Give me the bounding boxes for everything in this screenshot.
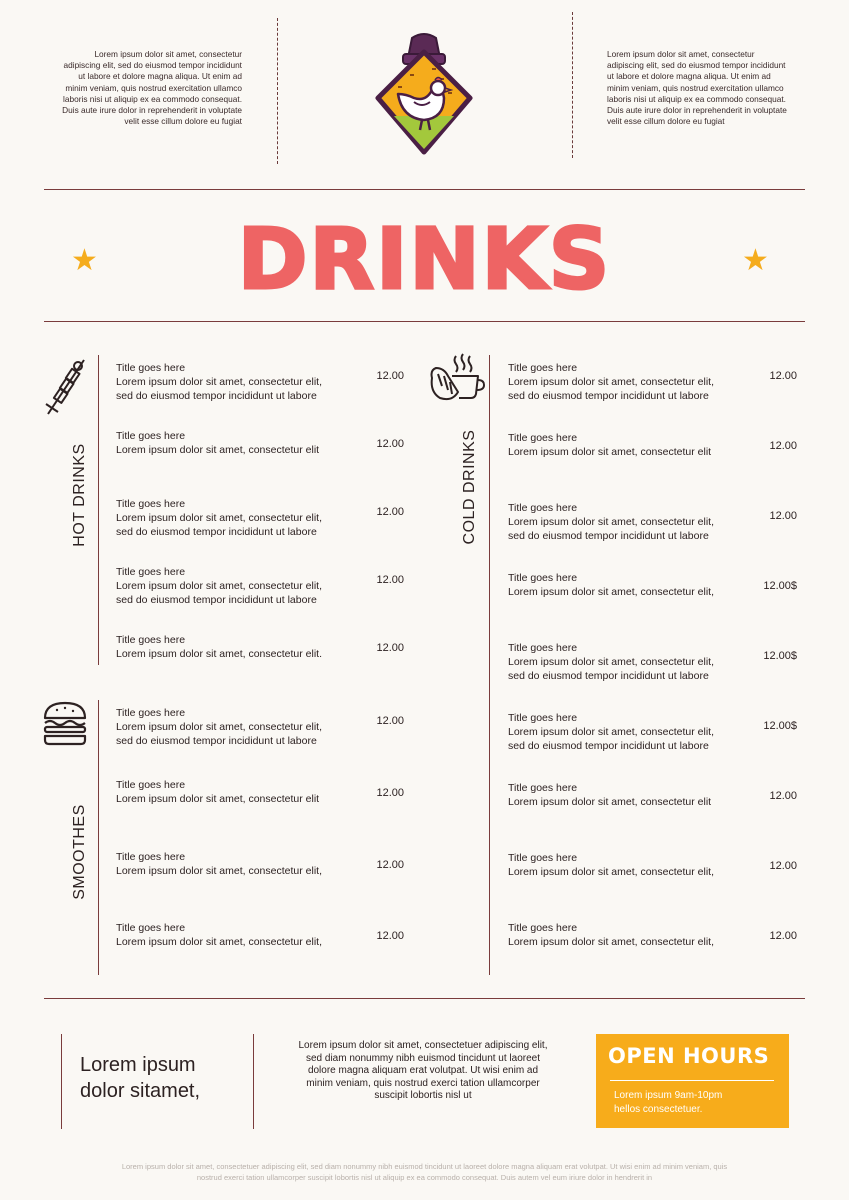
menu-item [116,361,404,403]
menu-item-price: 12.00 [769,930,797,942]
menu-item [508,781,797,809]
menu-item-title: Title goes here [116,430,186,442]
menu-item-description: Lorem ipsum dolor sit amet, consectetur elit, [508,516,715,528]
menu-item-price: 12.00 [376,506,404,518]
open-hours-text [614,1089,722,1117]
cold-drinks-label-wrap [410,429,530,545]
footer-line: Lorem ipsum dolor sit amet, consectetuer adipiscing elit, sed diam nonummy nibh euismod tincidunt ut laoreet dolore magna aliquam erat volutpat. Ut wisi enim ad minim veniam, quis [121,1162,728,1171]
menu-item-description: Lorem ipsum dolor sit amet, consectetur elit, [116,936,323,948]
bottom-left-rule [61,1034,62,1129]
menu-item-title: Title goes here [508,922,578,934]
menu-item-title: Title goes here [508,782,578,794]
header-right-text: Lorem ipsum dolor sit amet, consectetur adipiscing elit, sed do eiusmod tempor incididunt ut labore et dolore magna aliqua. Ut enim ad minim veniam, quis nostrud exercitation ullamco laboris nisi ut aliquip ex ea commodo consequat. Duis aute irure dolor in reprehenderit in voluptate velit esse cillum dolore eu fugiat [607,49,787,127]
bottom-mid-line: dolore magna aliquam erat volutpat. Ut wisi enim ad [307,1065,539,1076]
menu-item-description: Lorem ipsum dolor sit amet, consectetur elit, [508,866,715,878]
menu-item-price: 12.00 [769,790,797,802]
menu-item-price: 12.00 [769,860,797,872]
menu-item-description: sed do eiusmod tempor incididunt ut labore [508,390,709,402]
open-hours-line: Lorem ipsum 9am-10pm [614,1090,723,1101]
menu-item [508,851,797,879]
menu-item-description: Lorem ipsum dolor sit amet, consectetur elit [508,796,712,808]
menu-item [508,501,797,543]
bottom-big-text [80,1052,200,1104]
title-rule [44,321,805,322]
menu-item-price: 12.00$ [763,650,797,662]
menu-item [508,921,797,949]
menu-item-price: 12.00$ [763,580,797,592]
menu-item-description: Lorem ipsum dolor sit amet, consectetur elit [508,446,712,458]
burger-icon [42,700,88,746]
coffee-croissant-icon [428,352,486,406]
menu-item [116,633,404,661]
menu-item-title: Title goes here [116,707,186,719]
smoothes-rule [98,700,99,975]
menu-item-description: sed do eiusmod tempor incididunt ut labore [508,740,709,752]
menu-item-price: 12.00 [376,787,404,799]
cold-drinks-label: COLD DRINKS [461,429,478,545]
menu-item-description: Lorem ipsum dolor sit amet, consectetur elit, [116,865,323,877]
star-icon: ★ [742,244,769,277]
menu-item-description: Lorem ipsum dolor sit amet, consectetur elit, [116,580,323,592]
menu-item-description: Lorem ipsum dolor sit amet, consectetur elit, [508,656,715,668]
menu-item-title: Title goes here [116,566,186,578]
cold-drinks-rule [489,355,490,975]
bottom-mid-line: suscipit lobortis nisl ut [374,1090,472,1101]
menu-item-price: 12.00$ [763,720,797,732]
menu-item-price: 12.00 [376,859,404,871]
menu-item [508,571,797,599]
header-left-divider [277,18,278,164]
menu-item [116,706,404,748]
menu-item-description: Lorem ipsum dolor sit amet, consectetur elit [116,444,320,456]
menu-item [116,497,404,539]
bottom-mid-line: sed diam nonummy nibh euismod tincidunt ut laoreet [305,1052,541,1064]
open-hours-line: hellos consectetuer. [614,1104,703,1115]
menu-item [508,431,797,459]
menu-item-description: sed do eiusmod tempor incididunt ut labore [508,530,709,542]
menu-item-description: sed do eiusmod tempor incididunt ut labore [116,526,317,538]
open-hours-box [596,1034,789,1128]
menu-item-price: 12.00 [376,574,404,586]
menu-item-description: Lorem ipsum dolor sit amet, consectetur elit, [508,726,715,738]
smoothes-label: SMOOTHES [71,804,88,900]
menu-item-price: 12.00 [769,510,797,522]
bottom-mid-line: Lorem ipsum dolor sit amet, consectetuer adipiscing elit, [298,1040,548,1051]
menu-item-price: 12.00 [376,438,404,450]
menu-item-price: 12.00 [376,370,404,382]
menu-item-title: Title goes here [508,852,578,864]
menu-item-price: 12.00 [376,642,404,654]
menu-item [116,565,404,607]
menu-item-price: 12.00 [376,930,404,942]
menu-item-title: Title goes here [508,572,578,584]
footer-text [40,1161,809,1183]
menu-item-title: Title goes here [116,851,186,863]
bottom-mid-rule [253,1034,254,1129]
menu-item-description: Lorem ipsum dolor sit amet, consectetur elit, [116,376,323,388]
menu-item-description: sed do eiusmod tempor incididunt ut labore [116,735,317,747]
menu-item [508,641,797,683]
menu-item [116,429,404,457]
bottom-middle-text [268,1040,578,1103]
menu-item [116,778,404,806]
menu-item-description: Lorem ipsum dolor sit amet, consectetur elit, [116,721,323,733]
skewer-icon [44,354,88,420]
open-hours-title: OPEN HOURS [608,1044,770,1068]
menu-item-description: Lorem ipsum dolor sit amet, consectetur elit. [116,648,323,660]
star-icon: ★ [71,244,98,277]
menu-item-title: Title goes here [508,502,578,514]
menu-item-title: Title goes here [116,634,186,646]
hot-drinks-label: HOT DRINKS [71,443,88,547]
menu-item-description: Lorem ipsum dolor sit amet, consectetur elit [116,793,320,805]
menu-item-title: Title goes here [116,498,186,510]
menu-item-title: Title goes here [508,712,578,724]
menu-item-description: sed do eiusmod tempor incididunt ut labore [116,594,317,606]
bottom-mid-line: minim veniam, quis nostrud exerci tation ullamcorper [306,1077,540,1089]
hot-drinks-rule [98,355,99,665]
menu-item-description: Lorem ipsum dolor sit amet, consectetur elit, [508,586,715,598]
menu-item [116,850,404,878]
page-title: DRINKS [237,210,612,308]
header-left-text: Lorem ipsum dolor sit amet, consectetur adipiscing elit, sed do eiusmod tempor incididunt ut labore et dolore magna aliqua. Ut enim ad minim veniam, quis nostrud exercitation ullamco laboris nisi ut aliquip ex ea commodo consequat. Duis aute irure dolor in reprehenderit in voluptate velit esse cillum dolore eu fugiat [62,49,242,127]
chicken-badge-icon [370,28,478,156]
footer-line: nostrud exerci tation ullamcorper suscipit lobortis nisl ut aliquip ex ea commodo consequat. Duis autem vel eum iriure dolor in hendrerit in [196,1173,653,1182]
menu-item-price: 12.00 [769,370,797,382]
menu-item-title: Title goes here [116,779,186,791]
top-rule [44,189,805,190]
menu-item-title: Title goes here [508,432,578,444]
bottom-big-line: Lorem ipsum [80,1054,196,1076]
menu-item-price: 12.00 [769,440,797,452]
menu-item-description: Lorem ipsum dolor sit amet, consectetur elit, [508,376,715,388]
menu-item [116,921,404,949]
menu-item-title: Title goes here [116,362,186,374]
menu-item-title: Title goes here [508,642,578,654]
menu-item [508,361,797,403]
menu-item-title: Title goes here [508,362,578,374]
menu-item-description: sed do eiusmod tempor incididunt ut labore [116,390,317,402]
menu-item [508,711,797,753]
menu-item-price: 12.00 [376,715,404,727]
bottom-rule [44,998,805,999]
header-right-divider [572,12,573,158]
open-hours-divider [610,1080,774,1081]
menu-item-description: Lorem ipsum dolor sit amet, consectetur elit, [508,936,715,948]
bottom-big-line: dolor sitamet, [80,1080,201,1102]
menu-item-description: Lorem ipsum dolor sit amet, consectetur elit, [116,512,323,524]
menu-item-description: sed do eiusmod tempor incididunt ut labore [508,670,709,682]
menu-item-title: Title goes here [116,922,186,934]
